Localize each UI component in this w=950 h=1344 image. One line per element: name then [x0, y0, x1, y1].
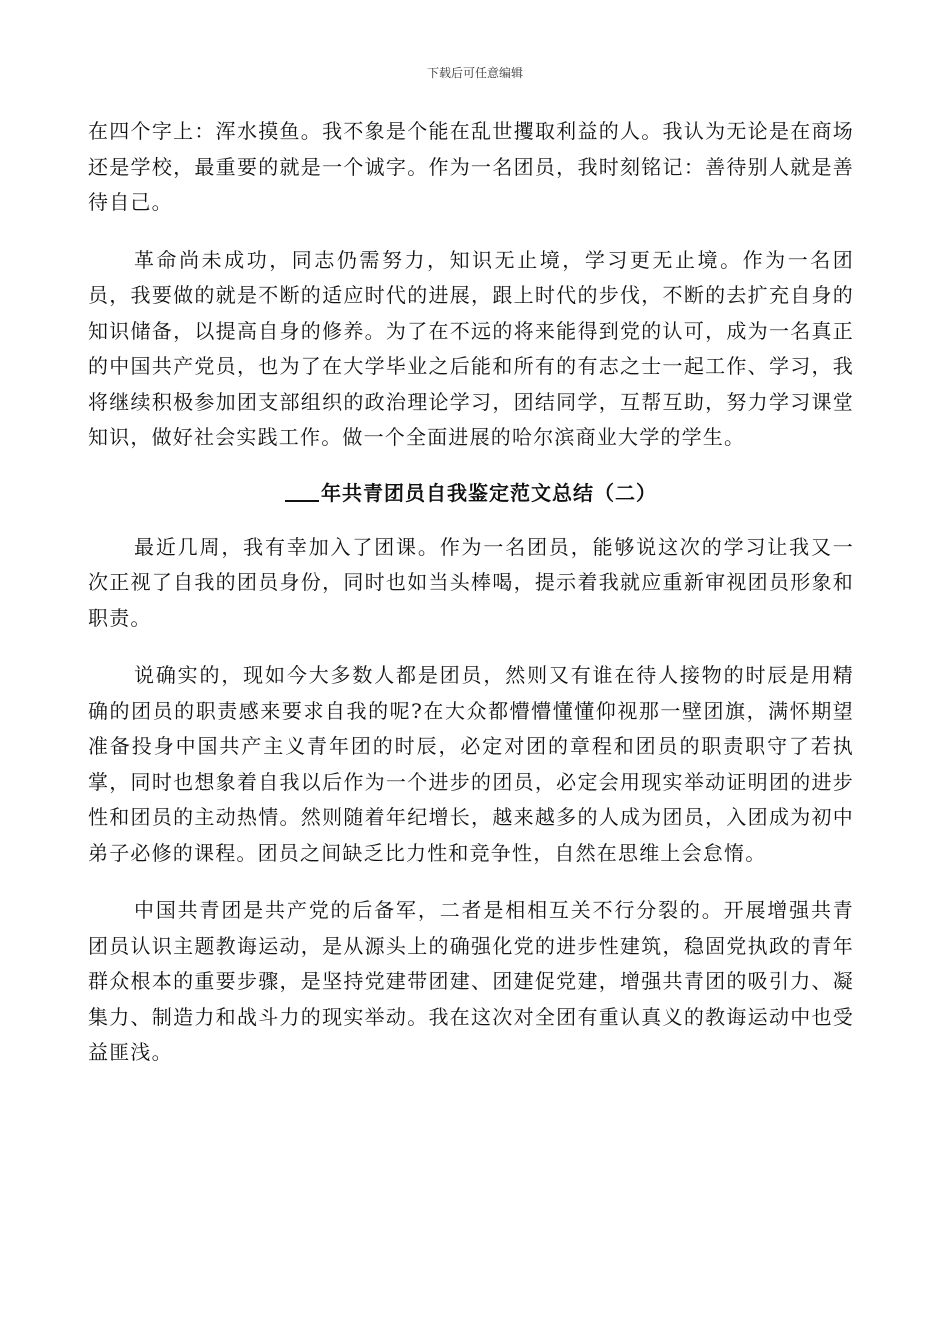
section-heading [88, 478, 854, 508]
paragraph: 最近几周，我有幸加入了团课。作为一名团员，能够说这次的学习让我又一次正视了自我的团员身份，同时也如当头棒喝，提示着我就应重新审视团员形象和职责。 [88, 534, 854, 630]
document-body [88, 114, 854, 1093]
title-blank-underline [285, 478, 319, 502]
paragraph: 革命尚未成功，同志仍需努力，知识无止境，学习更无止境。作为一名团员，我要做的就是不断的适应时代的进展，跟上时代的步伐，不断的去扩充自身的知识储备，以提高自身的修养。为了在不远的将来能得到党的认可，成为一名真正的中国共产党员，也为了在大学毕业之后能和所有的有志之士一起工作、学习，我将继续积极参加团支部组织的政治理论学习，团结同学，互帮互助，努力学习课堂知识，做好社会实践工作。做一个全面进展的哈尔滨商业大学的学生。 [88, 247, 854, 449]
page-header: 下载后可任意编辑 [426, 66, 523, 80]
paragraph: 说确实的，现如今大多数人都是团员，然则又有谁在待人接物的时辰是用精确的团员的职责感来要求自我的呢?在大众都懵懵懂懂仰视那一壁团旗，满怀期望准备投身中国共产主义青年团的时辰，必定对团的章程和团员的职责职守了若执掌，同时也想象着自我以后作为一个进步的团员，必定会用现实举动证明团的进步性和团员的主动热情。然则随着年纪增长，越来越多的人成为团员，入团成为初中弟子必修的课程。团员之间缺乏比力性和竞争性，自然在思维上会怠惰。 [88, 663, 854, 865]
paragraph: 中国共青团是共产党的后备军，二者是相相互关不行分裂的。开展增强共青团员认识主题教诲运动，是从源头上的确强化党的进步性建筑，稳固党执政的青年群众根本的重要步骤，是坚持党建带团建、团建促党建，增强共青团的吸引力、凝集力、制造力和战斗力的现实举动。我在这次对全团有重认真义的教诲运动中也受益匪浅。 [88, 898, 854, 1064]
paragraph-continuation: 在四个字上：浑水摸鱼。我不象是个能在乱世攫取利益的人。我认为无论是在商场还是学校，最重要的就是一个诚字。作为一名团员，我时刻铭记：善待别人就是善待自己。 [88, 119, 854, 214]
section-title: 年共青团员自我鉴定范文总结（二） [321, 480, 657, 505]
